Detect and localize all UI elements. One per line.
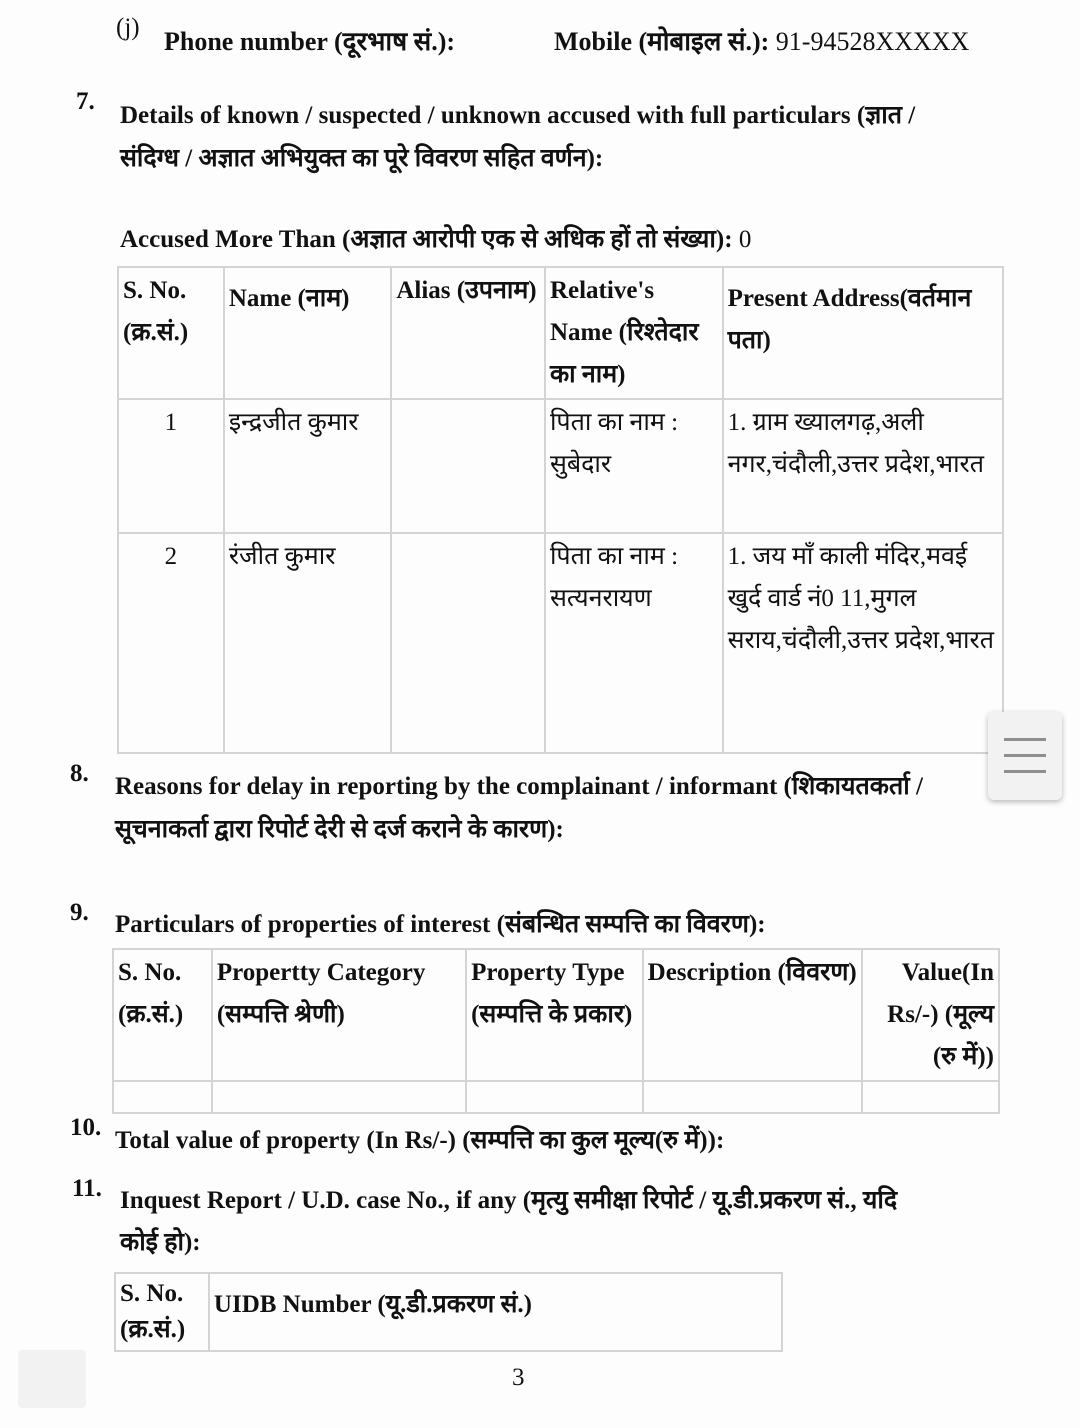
menu-icon-bar bbox=[1004, 754, 1046, 757]
inquest-header-uidb: UIDB Number (यू.डी.प्रकरण सं.) bbox=[209, 1273, 782, 1351]
section-9-number: 9. bbox=[70, 899, 89, 926]
menu-icon-bar bbox=[1004, 770, 1046, 773]
property-table bbox=[112, 948, 1000, 1114]
accused-header-address: Present Address(वर्तमान पता) bbox=[723, 267, 1003, 399]
accused-header-name: Name (नाम) bbox=[224, 267, 392, 399]
property-header-value: Value(In Rs/-) (मूल्य (रु में)) bbox=[862, 949, 999, 1081]
section-11-number: 11. bbox=[72, 1175, 102, 1202]
property-header-description: Description (विवरण) bbox=[643, 949, 863, 1081]
section-10-heading: Total value of property (In Rs/-) (सम्पत्ति का कुल मूल्य(रु में)): bbox=[115, 1127, 725, 1154]
section-8-heading-line1: Reasons for delay in reporting by the complainant / informant (शिकायतकर्ता / bbox=[115, 773, 923, 800]
accused-table-header bbox=[118, 267, 1003, 399]
inquest-table bbox=[114, 1272, 783, 1352]
table-row bbox=[113, 1081, 999, 1113]
section-9-heading: Particulars of properties of interest (संबन्धित सम्पत्ति का विवरण): bbox=[115, 911, 766, 938]
accused-sno: 2 bbox=[118, 533, 224, 753]
table-row bbox=[118, 399, 1003, 533]
accused-address: 1. जय माँ काली मंदिर,मवई खुर्द वार्ड नं0 11,मुगल सराय,चंदौली,उत्तर प्रदेश,भारत bbox=[723, 533, 1003, 753]
corner-overlay-button[interactable] bbox=[18, 1350, 86, 1408]
property-cell bbox=[113, 1081, 212, 1113]
accused-more-row bbox=[120, 221, 751, 255]
accused-more-value: 0 bbox=[738, 226, 752, 253]
section-8-heading-line2: सूचनाकर्ता द्वारा रिपोर्ट देरी से दर्ज कराने के कारण): bbox=[115, 816, 564, 843]
accused-relative: पिता का नाम : सत्यनरायण bbox=[545, 533, 723, 753]
mobile-label: Mobile (मोबाइल सं.): bbox=[554, 27, 770, 56]
section-7-number: 7. bbox=[76, 88, 95, 115]
property-cell bbox=[862, 1081, 999, 1113]
section-7-heading-line2: संदिग्ध / अज्ञात अभियुक्त का पूरे विवरण सहित वर्णन): bbox=[120, 145, 604, 172]
accused-alias bbox=[391, 533, 545, 753]
property-header-category: Propertty Category (सम्पत्ति श्रेणी) bbox=[212, 949, 466, 1081]
accused-relative: पिता का नाम : सुबेदार bbox=[545, 399, 723, 533]
property-cell bbox=[643, 1081, 863, 1113]
accused-header-alias: Alias (उपनाम) bbox=[391, 267, 545, 399]
inquest-table-header bbox=[115, 1273, 782, 1351]
accused-alias bbox=[391, 399, 545, 533]
menu-button[interactable] bbox=[988, 712, 1062, 800]
mobile-row bbox=[554, 22, 969, 58]
section-10-number: 10. bbox=[70, 1114, 102, 1141]
phone-label: Phone number (दूरभाष सं.): bbox=[164, 27, 456, 56]
accused-address: 1. ग्राम ख्यालगढ़,अली नगर,चंदौली,उत्तर प्रदेश,भारत bbox=[723, 399, 1003, 533]
property-header-type: Property Type (सम्पत्ति के प्रकार) bbox=[466, 949, 643, 1081]
section-7-heading-line1: Details of known / suspected / unknown accused with full particulars (ज्ञात / bbox=[120, 102, 916, 129]
property-table-header bbox=[113, 949, 999, 1081]
section-11-heading-line1: Inquest Report / U.D. case No., if any (मृत्यु समीक्षा रिपोर्ट / यू.डी.प्रकरण सं., यदि bbox=[120, 1187, 898, 1214]
accused-header-relative: Relative's Name (रिश्तेदार का नाम) bbox=[545, 267, 723, 399]
table-row bbox=[118, 533, 1003, 753]
accused-header-sno: S. No. (क्र.सं.) bbox=[118, 267, 224, 399]
menu-icon bbox=[1004, 738, 1046, 741]
section-8-number: 8. bbox=[70, 760, 89, 787]
mobile-value: 91-94528XXXXX bbox=[775, 27, 970, 56]
property-cell bbox=[466, 1081, 643, 1113]
accused-more-label: Accused More Than (अज्ञात आरोपी एक से अधिक हों तो संख्या): bbox=[120, 226, 733, 253]
accused-table bbox=[117, 266, 1004, 754]
inquest-header-sno: S. No. (क्र.सं.) bbox=[115, 1273, 209, 1351]
accused-name: रंजीत कुमार bbox=[224, 533, 392, 753]
section-11-heading-line2: कोई हो): bbox=[120, 1229, 201, 1256]
item-j-marker: (j) bbox=[116, 14, 140, 41]
property-header-sno: S. No. (क्र.सं.) bbox=[113, 949, 212, 1081]
page-number: 3 bbox=[512, 1364, 525, 1391]
property-cell bbox=[212, 1081, 466, 1113]
accused-sno: 1 bbox=[118, 399, 224, 533]
accused-name: इन्द्रजीत कुमार bbox=[224, 399, 392, 533]
